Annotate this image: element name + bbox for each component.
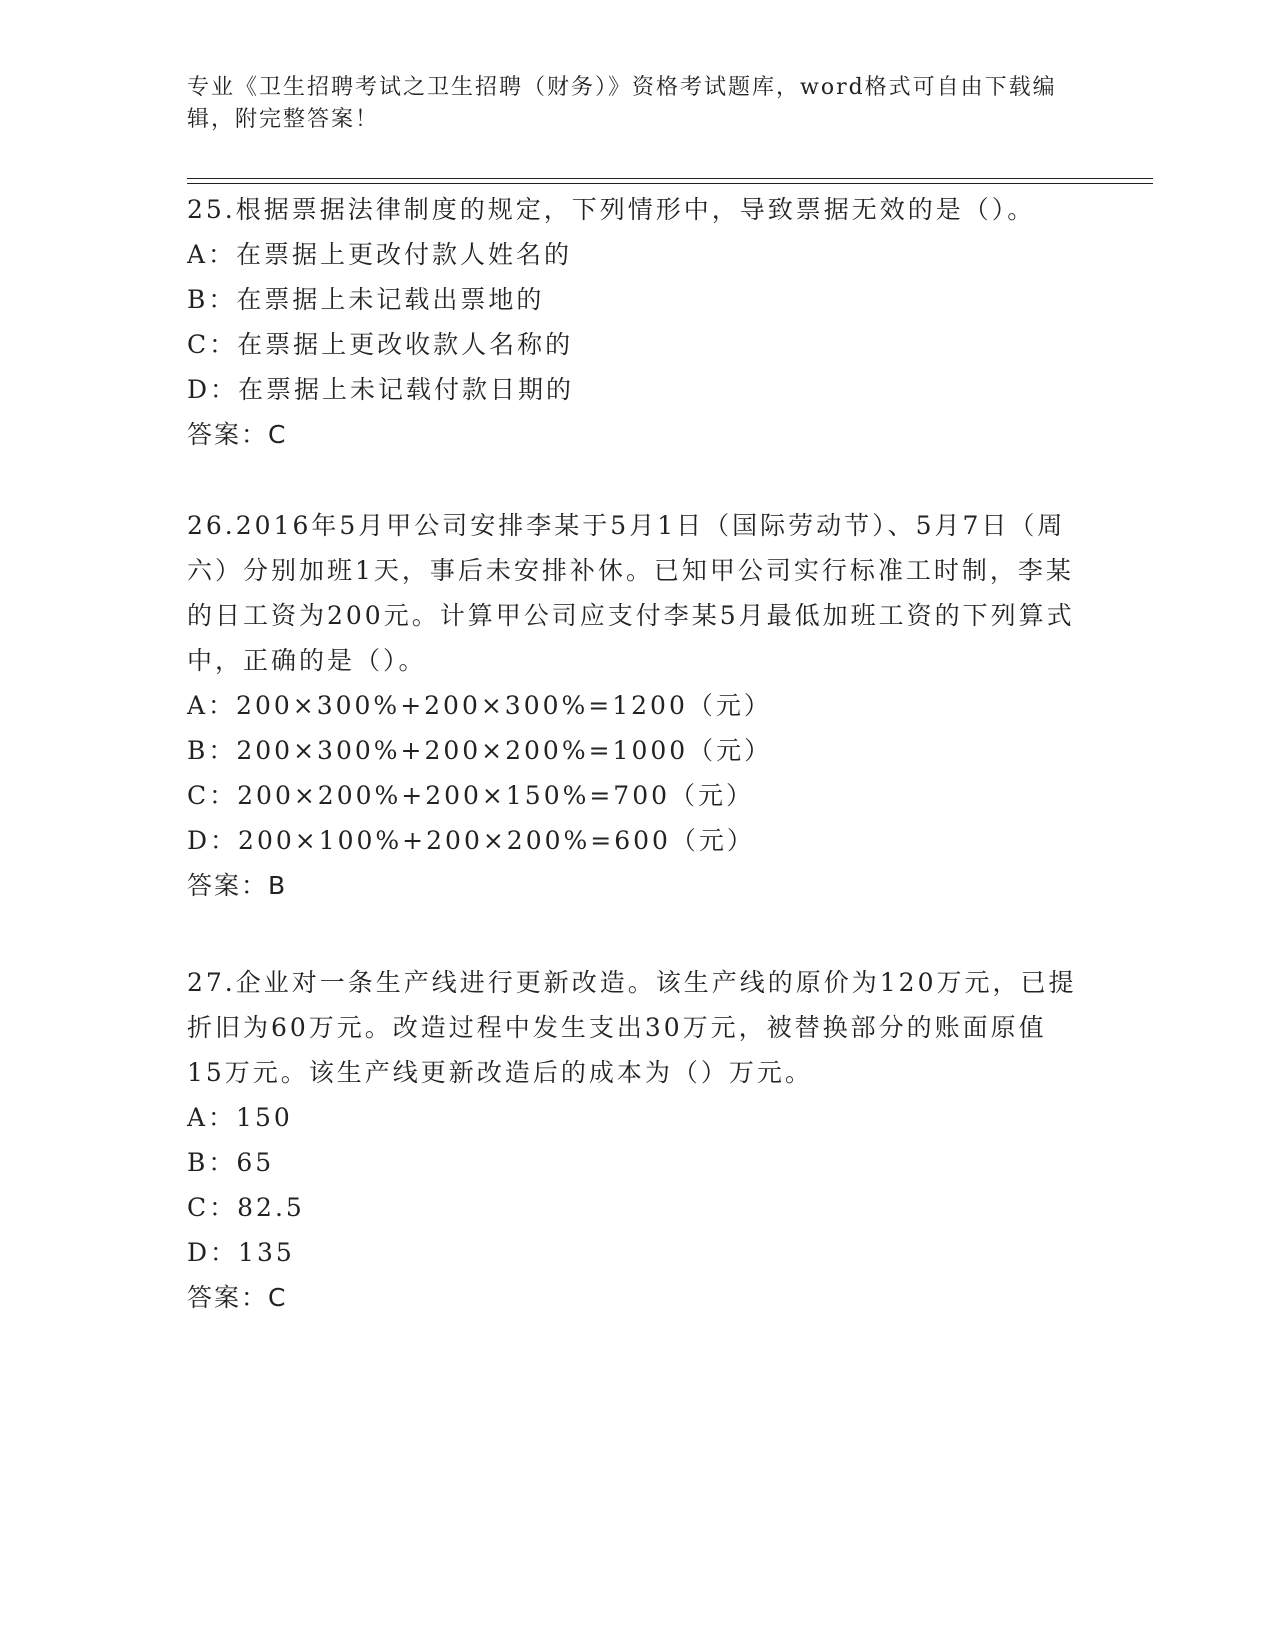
answer-line: 答案：B [187, 871, 288, 900]
header-divider-bottom [187, 183, 1153, 184]
question-stem: 27.企业对一条生产线进行更新改造。该生产线的原价为120万元，已提折旧为60万元。改造过程中发生支出30万元，被替换部分的账面原值15万元。该生产线更新改造后的成本为（）万元。 [187, 968, 1077, 1087]
option-c: C：82.5 [187, 1193, 305, 1222]
option-b: B：65 [187, 1148, 275, 1177]
question-26 [187, 503, 1077, 908]
option-d: D：135 [187, 1238, 295, 1267]
question-27 [187, 960, 1077, 1320]
question-stem: 25.根据票据法律制度的规定，下列情形中，导致票据无效的是（）。 [187, 195, 1036, 224]
option-c: C：在票据上更改收款人名称的 [187, 330, 574, 359]
header-divider-top [187, 178, 1153, 179]
question-stem: 26.2016年5月甲公司安排李某于5月1日（国际劳动节）、5月7日（周六）分别加班1天，事后未安排补休。已知甲公司实行标准工时制，李某的日工资为200元。计算甲公司应支付李某5月最低加班工资的下列算式中，正确的是（）。 [187, 511, 1075, 675]
document-header: 专业《卫生招聘考试之卫生招聘（财务）》资格考试题库，word格式可自由下载编辑，附完整答案！ [187, 75, 1057, 132]
option-b: B：200×300%+200×200%=1000（元） [187, 736, 773, 765]
option-d: D：200×100%+200×200%=600（元） [187, 826, 755, 855]
option-a: A：150 [187, 1103, 293, 1132]
answer-line: 答案：C [187, 420, 288, 449]
option-b: B：在票据上未记载出票地的 [187, 285, 545, 314]
answer-line: 答案：C [187, 1283, 288, 1312]
option-c: C：200×200%+200×150%=700（元） [187, 781, 755, 810]
option-a: A：200×300%+200×300%=1200（元） [187, 691, 772, 720]
option-a: A：在票据上更改付款人姓名的 [187, 240, 573, 269]
option-d: D：在票据上未记载付款日期的 [187, 375, 575, 404]
question-25 [187, 187, 1077, 457]
